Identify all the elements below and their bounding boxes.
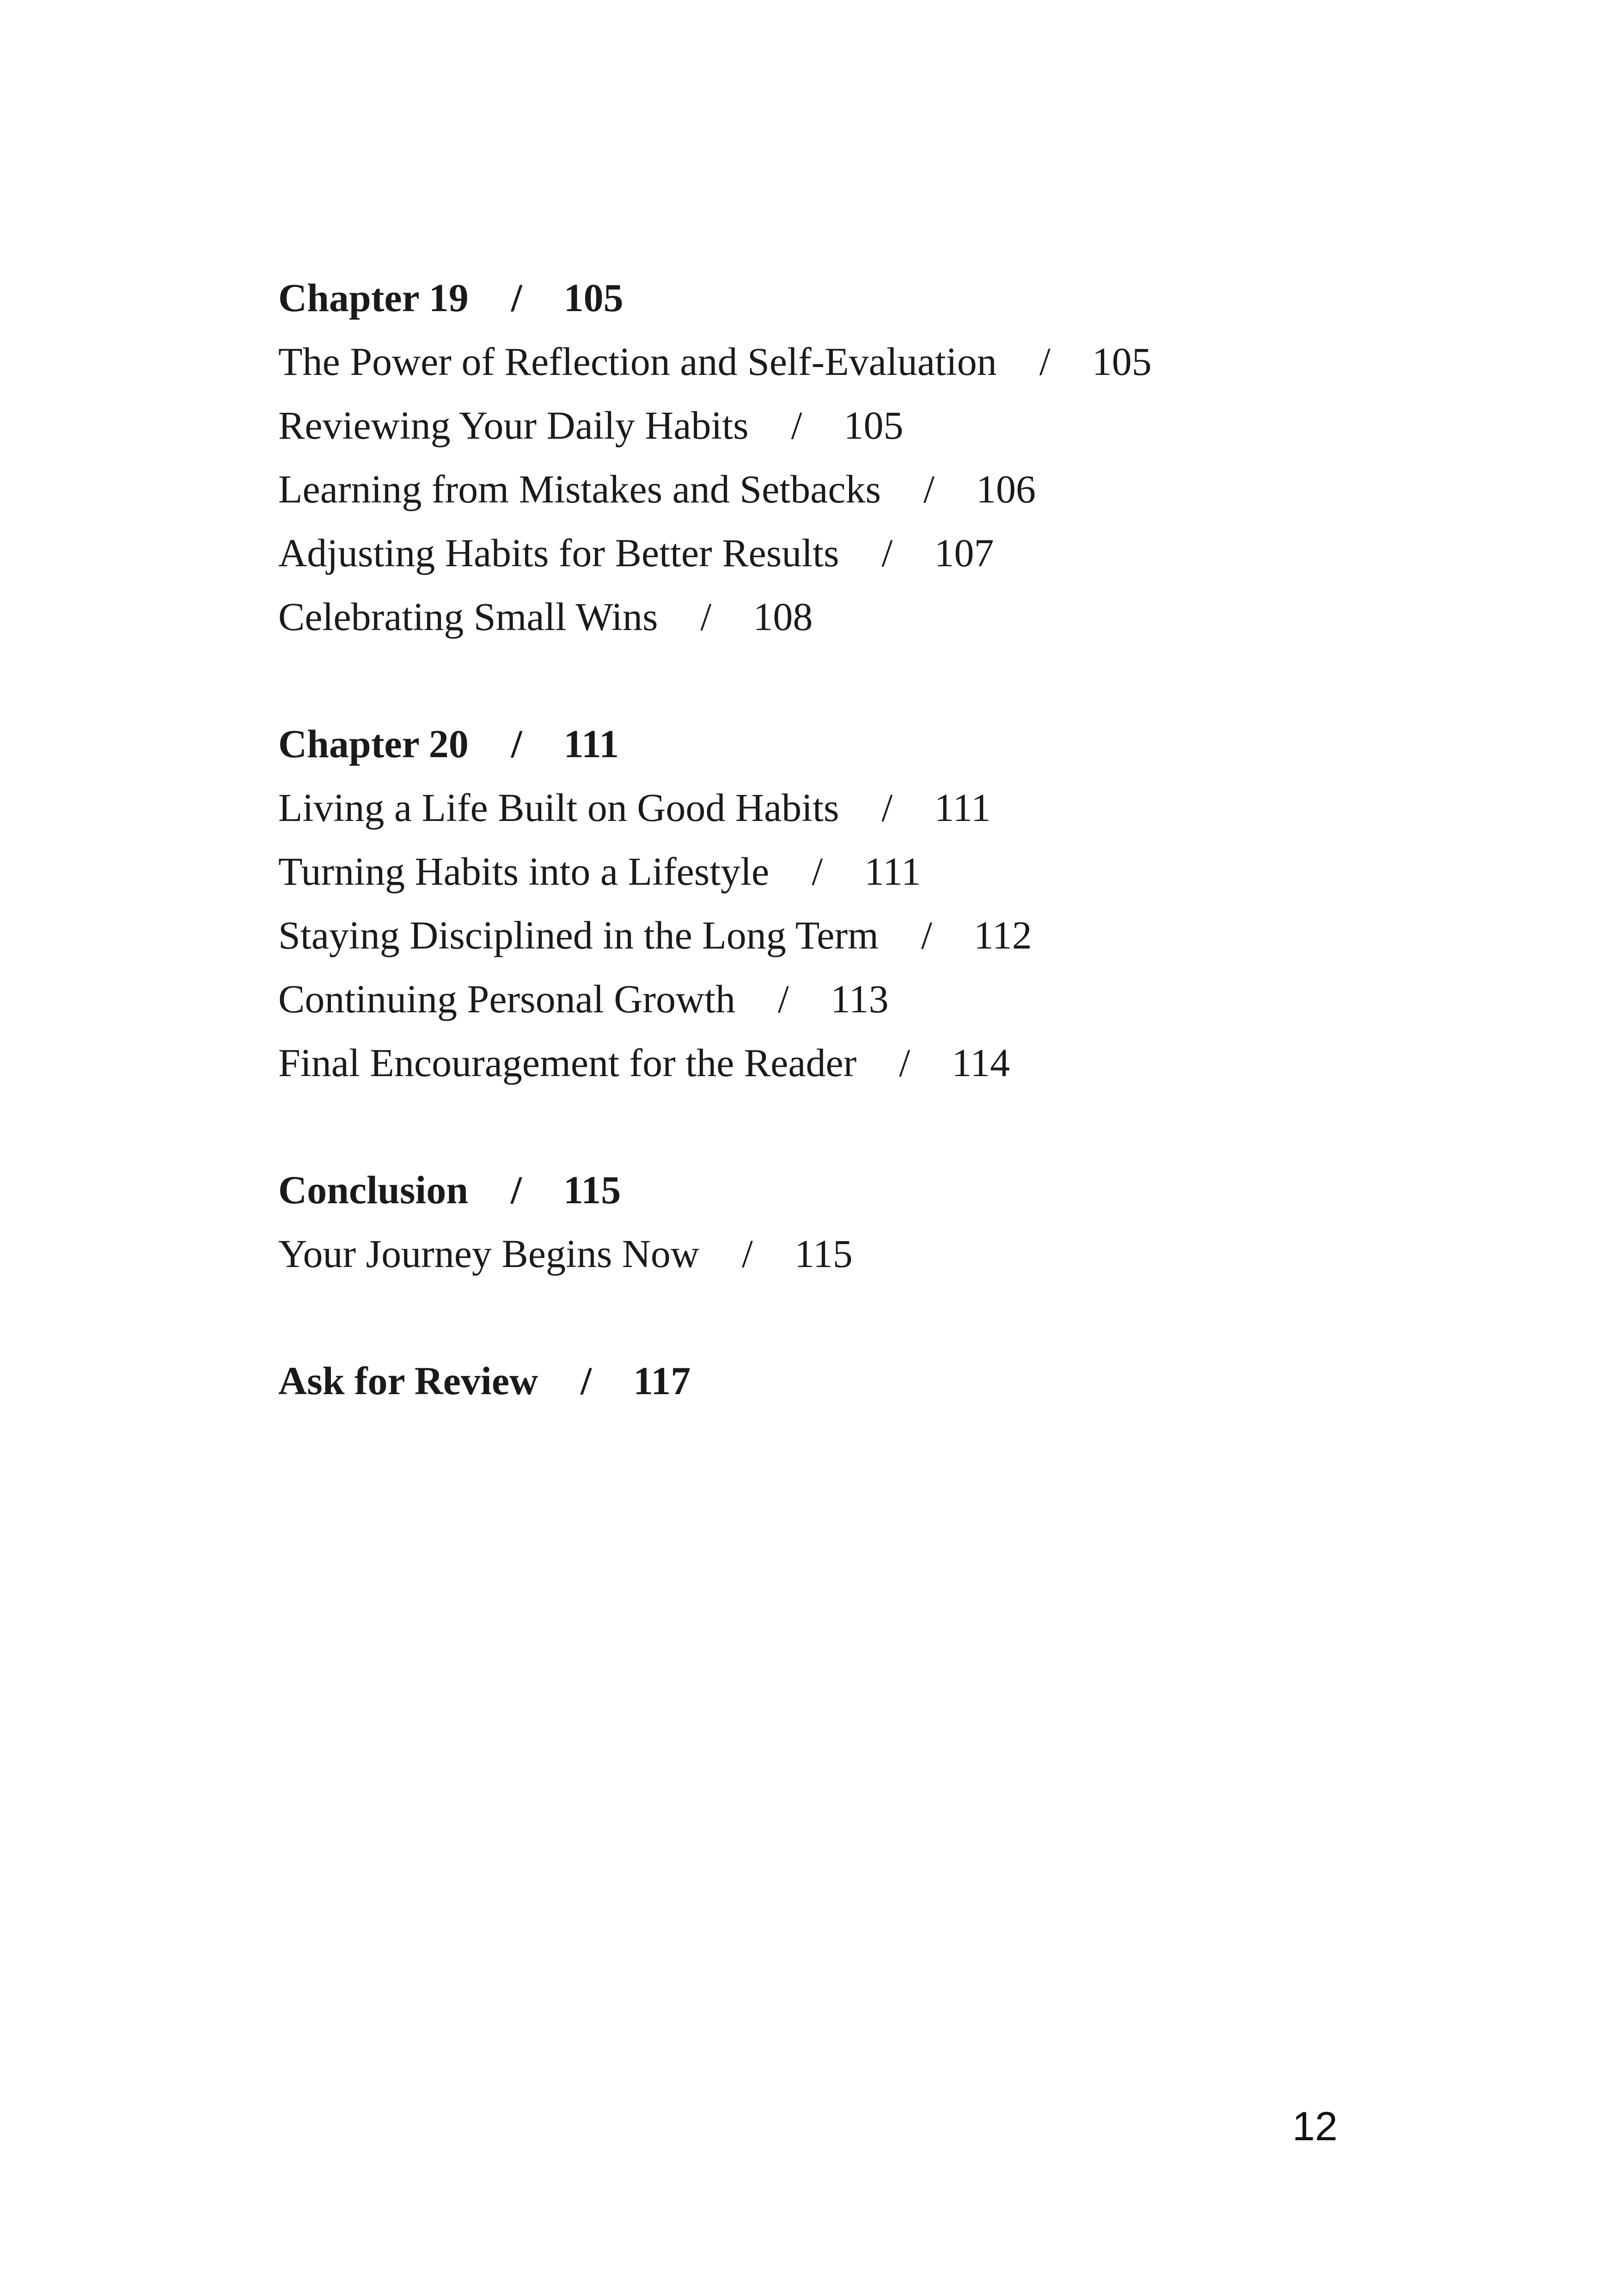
toc-entry-title: Continuing Personal Growth: [278, 977, 735, 1021]
toc-entry-page: 106: [976, 467, 1036, 511]
toc-entry-title: Final Encouragement for the Reader: [278, 1041, 857, 1085]
toc-heading-page: 105: [563, 276, 624, 320]
toc-separator: /: [881, 785, 893, 830]
toc-separator: /: [921, 913, 932, 957]
toc-section: [278, 1349, 1388, 1413]
toc-heading: [278, 1349, 1388, 1413]
toc-entry-page: 105: [844, 403, 904, 447]
toc-separator: /: [777, 977, 789, 1021]
toc-separator: /: [511, 722, 522, 766]
toc-entry: [278, 776, 1388, 839]
toc-entry-page: 107: [934, 531, 994, 575]
toc-entry-title: The Power of Reflection and Self-Evaluation: [278, 339, 997, 384]
toc-separator: /: [1039, 339, 1051, 384]
toc-entry: [278, 967, 1388, 1031]
toc-entry-title: Reviewing Your Daily Habits: [278, 403, 749, 447]
toc-entry-title: Turning Habits into a Lifestyle: [278, 849, 770, 894]
toc-heading-title: Conclusion: [278, 1168, 469, 1212]
toc-entry: [278, 1222, 1388, 1286]
toc-entry-page: 111: [864, 849, 921, 894]
toc-heading: [278, 266, 1388, 330]
toc-entry-page: 114: [952, 1041, 1010, 1085]
toc-entry: [278, 393, 1388, 457]
toc-entry: [278, 585, 1388, 649]
toc-entry-title: Your Journey Begins Now: [278, 1231, 700, 1276]
toc-entry-title: Staying Disciplined in the Long Term: [278, 913, 879, 957]
toc-separator: /: [742, 1231, 753, 1276]
toc-section: [278, 266, 1388, 649]
toc-section: [278, 712, 1388, 1095]
toc-heading-title: Chapter 20: [278, 722, 469, 766]
toc-entry: [278, 1031, 1388, 1095]
toc-entry-title: Adjusting Habits for Better Results: [278, 531, 839, 575]
table-of-contents: [278, 266, 1388, 1476]
page-number: 12: [1292, 2103, 1338, 2149]
toc-entry-title: Learning from Mistakes and Setbacks: [278, 467, 881, 511]
toc-entry-page: 111: [934, 785, 991, 830]
toc-entry: [278, 521, 1388, 585]
toc-separator: /: [511, 276, 522, 320]
toc-entry-title: Living a Life Built on Good Habits: [278, 785, 839, 830]
toc-separator: /: [881, 531, 893, 575]
toc-entry: [278, 457, 1388, 521]
toc-heading: [278, 712, 1388, 776]
toc-heading-page: 111: [563, 722, 619, 766]
toc-separator: /: [923, 467, 935, 511]
toc-separator: /: [791, 403, 802, 447]
toc-entry-page: 112: [973, 913, 1032, 957]
toc-separator: /: [581, 1359, 592, 1403]
toc-separator: /: [899, 1041, 911, 1085]
toc-entry-page: 115: [794, 1231, 853, 1276]
toc-entry: [278, 839, 1388, 903]
toc-heading: [278, 1158, 1388, 1222]
toc-entry: [278, 903, 1388, 967]
toc-entry-page: 108: [753, 594, 813, 639]
toc-entry-title: Celebrating Small Wins: [278, 594, 658, 639]
toc-entry-page: 105: [1092, 339, 1152, 384]
toc-entry: [278, 330, 1388, 393]
toc-heading-page: 115: [563, 1168, 621, 1212]
toc-heading-title: Ask for Review: [278, 1359, 538, 1403]
toc-heading-title: Chapter 19: [278, 276, 469, 320]
toc-separator: /: [812, 849, 823, 894]
toc-separator: /: [511, 1168, 522, 1212]
toc-separator: /: [700, 594, 712, 639]
toc-entry-page: 113: [830, 977, 889, 1021]
toc-section: [278, 1158, 1388, 1286]
toc-heading-page: 117: [633, 1359, 691, 1403]
